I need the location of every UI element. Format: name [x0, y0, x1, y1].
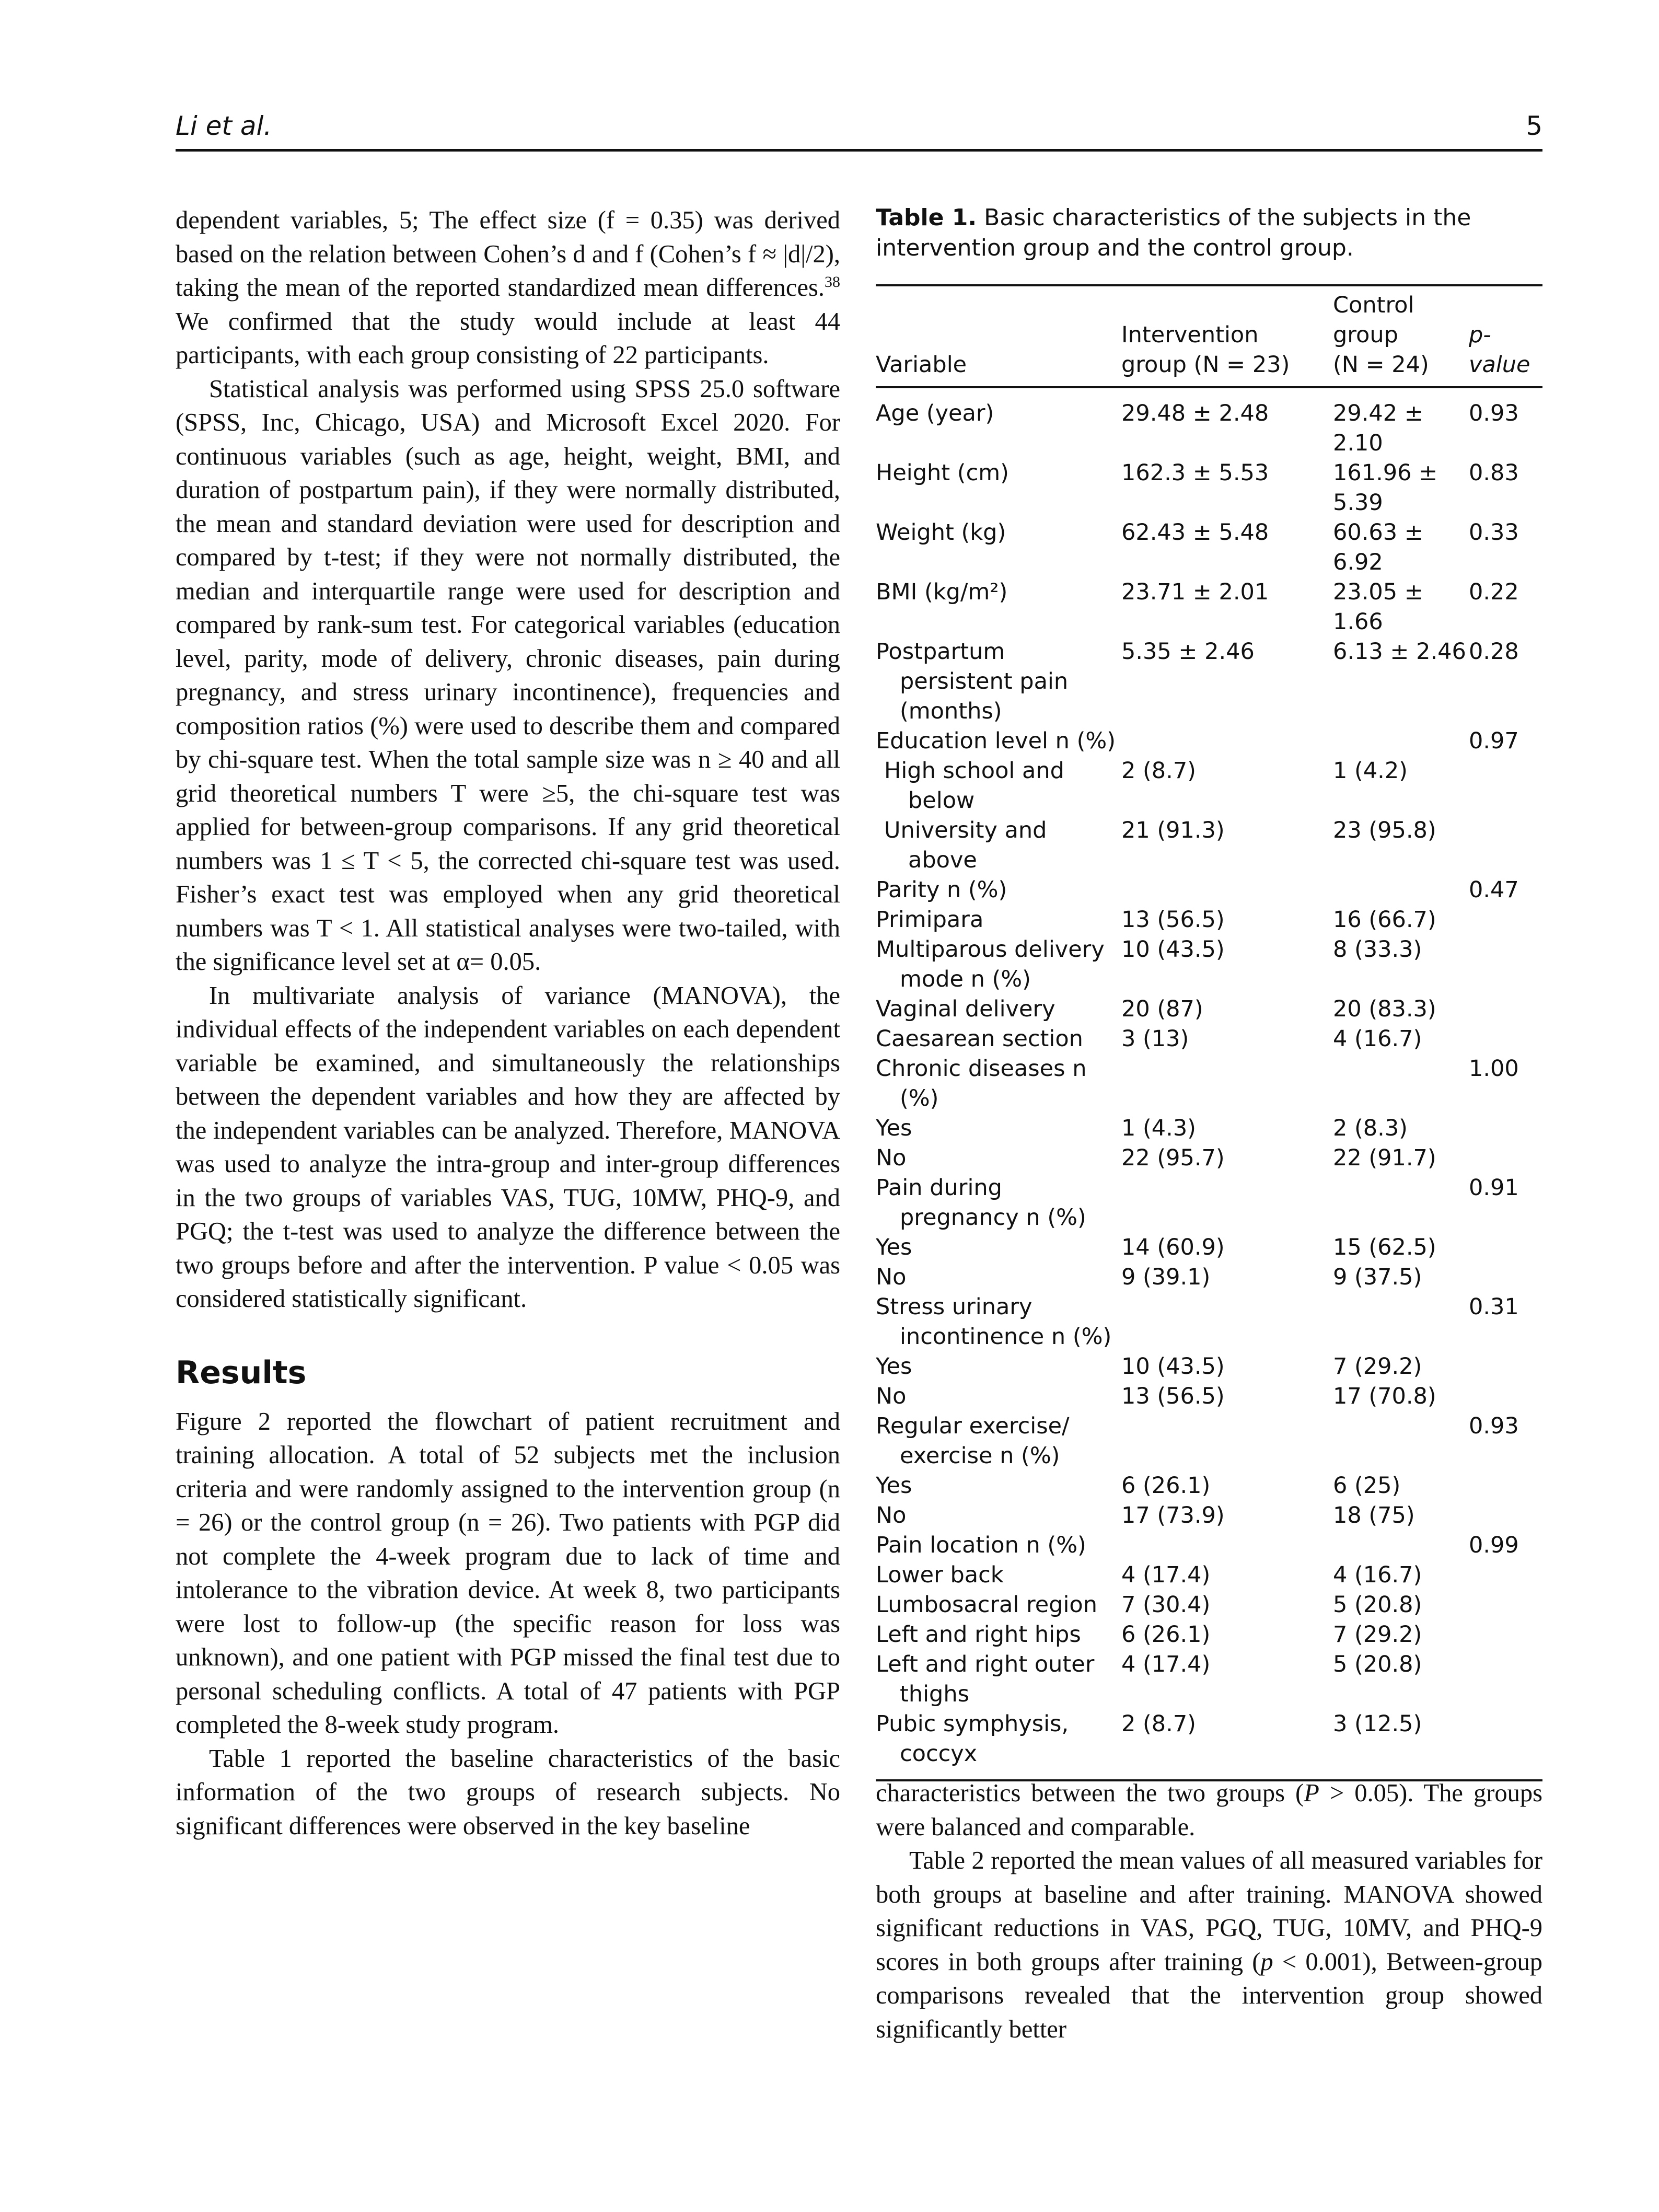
cell-pvalue: [1469, 935, 1542, 994]
cell-intervention: 13 (56.5): [1121, 907, 1225, 933]
table-row: [876, 1382, 1542, 1411]
cell-control: [1333, 1411, 1469, 1471]
table-row: [876, 1709, 1542, 1769]
table-row: [876, 1531, 1542, 1560]
table-row: [876, 935, 1542, 994]
table-row: [876, 994, 1542, 1024]
cell-control: 4 (16.7): [1333, 1562, 1422, 1588]
cell-pvalue: 0.97: [1469, 728, 1519, 754]
cell-variable: Postpartum persistent pain (months): [876, 639, 1069, 724]
cell-variable: High school and below: [884, 758, 1064, 814]
cell-pvalue: 0.93: [1469, 400, 1519, 426]
cell-intervention: 1 (4.3): [1121, 1115, 1196, 1141]
cell-pvalue: [1469, 816, 1542, 875]
cell-pvalue: [1469, 1143, 1542, 1173]
cell-variable: Weight (kg): [876, 519, 1006, 546]
cell-control: 2 (8.3): [1333, 1115, 1408, 1141]
cell-pvalue: 0.31: [1469, 1294, 1519, 1320]
cell-intervention: 6 (26.1): [1121, 1622, 1211, 1648]
cell-pvalue: [1469, 756, 1542, 816]
table-row: [876, 458, 1542, 518]
cell-control: 20 (83.3): [1333, 996, 1436, 1022]
paragraph-results-flowchart: Figure 2 reported the flowchart of patient recruitment and training allocation. A total of 52 subjects met the inclusion criteria and were randomly assigned to the intervention group (n = 26) or the control group (n = 26). Two patients with PGP did not complete the 4-week program due to lack of time and intolerance to the vibration device. At week 8, two participants were lost to follow-up (the specific reason for loss was unknown), and one patient with PGP missed the final test due to personal scheduling conflicts. A total of 47 patients with PGP completed the 8-week study program.: [176, 1407, 840, 1739]
cell-intervention: 2 (8.7): [1121, 1711, 1196, 1737]
header-variable: Variable: [876, 286, 1121, 387]
cell-pvalue: [1469, 1650, 1542, 1709]
cell-pvalue: [1469, 1501, 1542, 1531]
cell-pvalue: [1469, 994, 1542, 1024]
cell-control: 15 (62.5): [1333, 1234, 1436, 1260]
cell-pvalue: [1469, 1114, 1542, 1143]
table-row: [876, 1650, 1542, 1709]
cell-intervention: 5.35 ± 2.46: [1121, 639, 1255, 665]
cell-pvalue: 0.99: [1469, 1532, 1519, 1558]
table-header-row: [876, 286, 1542, 387]
cell-control: 17 (70.8): [1333, 1383, 1436, 1409]
cell-intervention: 23.71 ± 2.01: [1121, 579, 1269, 605]
cell-intervention: 22 (95.7): [1121, 1145, 1225, 1171]
section-heading-results: Results: [176, 1354, 307, 1391]
cell-control: 16 (66.7): [1333, 907, 1436, 933]
cell-pvalue: 0.91: [1469, 1175, 1519, 1201]
cell-control: 6 (25): [1333, 1473, 1401, 1499]
cell-intervention: 3 (13): [1121, 1026, 1189, 1052]
cell-control: 29.42 ± 2.10: [1333, 400, 1423, 456]
cell-intervention: 162.3 ± 5.53: [1121, 460, 1269, 486]
table-row: [876, 726, 1542, 756]
table-row: [876, 1024, 1542, 1054]
cell-variable: Yes: [876, 1353, 912, 1380]
cell-pvalue: [1469, 1352, 1542, 1382]
cell-control: 23 (95.8): [1333, 817, 1436, 843]
cell-intervention: 21 (91.3): [1121, 817, 1225, 843]
paragraph-sample-size: dependent variables, 5; The effect size (f = 0.35) was derived based on the relation between Cohen’s d and f (Cohen’s f ≈ |d|/2), taking the mean of the reported standardized mean differences.$^{38}$ We confirmed that the study would include at least 44 participants, with each group consisting of 22 participants.: [176, 206, 840, 369]
table-row: [876, 1054, 1542, 1114]
cell-pvalue: 1.00: [1469, 1056, 1519, 1082]
table-row: [876, 1471, 1542, 1501]
cell-pvalue: 0.93: [1469, 1413, 1519, 1439]
cell-variable: Pain during pregnancy n (%): [876, 1175, 1086, 1231]
table-row: [876, 1143, 1542, 1173]
cell-intervention: [1121, 875, 1333, 905]
table-row: [876, 1292, 1542, 1352]
cell-intervention: 14 (60.9): [1121, 1234, 1225, 1260]
table-row: [876, 637, 1542, 726]
cell-variable: Lower back: [876, 1562, 1004, 1588]
cell-variable: University and above: [884, 817, 1047, 873]
cell-variable: Stress urinary incontinence n (%): [876, 1294, 1112, 1350]
cell-pvalue: [1469, 905, 1542, 935]
table-row: [876, 1560, 1542, 1590]
table-row: [876, 1114, 1542, 1143]
paragraph-table2-summary: Table 2 reported the mean values of all measured variables for both groups at baseline and after training. MANOVA showed significant reductions in VAS, PGQ, TUG, 10MV, and PHQ-9 scores in both groups after training (p < 0.001), Between-group comparisons revealed that the intervention group showed significantly better: [876, 1847, 1542, 2043]
cell-pvalue: [1469, 1263, 1542, 1292]
cell-variable: Caesarean section: [876, 1026, 1083, 1052]
cell-pvalue: 0.83: [1469, 460, 1519, 486]
citation-superscript: 38: [825, 273, 840, 291]
cell-intervention: 10 (43.5): [1121, 936, 1225, 963]
cell-control: 60.63 ± 6.92: [1333, 519, 1423, 575]
cell-variable: Lumbosacral region: [876, 1592, 1097, 1618]
cell-variable: No: [876, 1264, 907, 1290]
cell-control: 5 (20.8): [1333, 1651, 1422, 1677]
cell-variable: Parity n (%): [876, 877, 1007, 903]
cell-variable: Age (year): [876, 400, 994, 426]
table-row: [876, 816, 1542, 875]
cell-variable: Pain location n (%): [876, 1532, 1086, 1558]
cell-pvalue: [1469, 1382, 1542, 1411]
cell-pvalue: 0.22: [1469, 579, 1519, 605]
cell-control: [1333, 1531, 1469, 1560]
table-row: [876, 756, 1542, 816]
cell-variable: Left and right outer thighs: [876, 1651, 1095, 1707]
table-label: Table 1.: [876, 204, 977, 231]
cell-control: 7 (29.2): [1333, 1622, 1422, 1648]
table-1-container: [876, 203, 1542, 1781]
cell-intervention: 6 (26.1): [1121, 1473, 1211, 1499]
cell-intervention: 20 (87): [1121, 996, 1203, 1022]
cell-intervention: 10 (43.5): [1121, 1353, 1225, 1380]
cell-control: 1 (4.2): [1333, 758, 1408, 784]
cell-intervention: 4 (17.4): [1121, 1651, 1211, 1677]
table-row: [876, 875, 1542, 905]
cell-pvalue: 0.28: [1469, 639, 1519, 665]
table-row: [876, 1352, 1542, 1382]
cell-intervention: 4 (17.4): [1121, 1562, 1211, 1588]
cell-variable: No: [876, 1502, 907, 1528]
cell-control: 4 (16.7): [1333, 1026, 1422, 1052]
cell-variable: Regular exercise/ exercise n (%): [876, 1413, 1070, 1469]
running-head-author: Li et al.: [176, 111, 272, 141]
cell-intervention: 17 (73.9): [1121, 1502, 1225, 1528]
cell-variable: Yes: [876, 1115, 912, 1141]
table-row: [876, 1620, 1542, 1650]
cell-intervention: 7 (30.4): [1121, 1592, 1211, 1618]
table-row: [876, 905, 1542, 935]
cell-pvalue: [1469, 1024, 1542, 1054]
table-row: [876, 1501, 1542, 1531]
cell-control: 23.05 ± 1.66: [1333, 579, 1423, 635]
cell-pvalue: [1469, 1560, 1542, 1590]
cell-pvalue: 0.47: [1469, 877, 1519, 903]
table-caption: Table 1. Basic characteristics of the subjects in the intervention group and the control group.: [876, 204, 1471, 261]
cell-intervention: [1121, 1292, 1333, 1352]
cell-variable: Left and right hips: [876, 1622, 1081, 1648]
cell-pvalue: 0.33: [1469, 519, 1519, 546]
cell-variable: Yes: [876, 1473, 912, 1499]
cell-intervention: 2 (8.7): [1121, 758, 1196, 784]
cell-control: 18 (75): [1333, 1502, 1415, 1528]
cell-intervention: 13 (56.5): [1121, 1383, 1225, 1409]
cell-variable: Chronic diseases n (%): [876, 1056, 1087, 1111]
paragraph-manova: In multivariate analysis of variance (MANOVA), the individual effects of the independent variables on each dependent variable be examined, and simultaneously the relationships between the dependent variables and how they are affected by the independent variables can be analyzed. Therefore, MANOVA was used to analyze the intra-group and inter-group differences in the two groups of variables VAS, TUG, 10MW, PHQ-9, and PGQ; the t-test was used to analyze the difference between the two groups before and after the intervention. P value < 0.05 was considered statistically significant.: [176, 981, 840, 1313]
cell-intervention: 62.43 ± 5.48: [1121, 519, 1269, 546]
header-pvalue: p-value: [1469, 286, 1542, 387]
cell-control: [1333, 726, 1469, 756]
cell-variable: Multiparous delivery mode n (%): [876, 936, 1105, 992]
cell-variable: No: [876, 1383, 907, 1409]
cell-control: 9 (37.5): [1333, 1264, 1422, 1290]
cell-pvalue: [1469, 1471, 1542, 1501]
running-head: [176, 111, 1542, 147]
cell-control: [1333, 875, 1469, 905]
cell-variable: BMI (kg/m²): [876, 579, 1008, 605]
cell-control: [1333, 1173, 1469, 1233]
left-column: [176, 204, 840, 1843]
table-row: [876, 1263, 1542, 1292]
cell-variable: Pubic symphysis, coccyx: [876, 1711, 1069, 1767]
cell-variable: Vaginal delivery: [876, 996, 1055, 1022]
cell-intervention: [1121, 726, 1333, 756]
cell-pvalue: [1469, 1590, 1542, 1620]
cell-intervention: [1121, 1054, 1333, 1114]
cell-control: [1333, 1054, 1469, 1114]
cell-pvalue: [1469, 1620, 1542, 1650]
cell-variable: No: [876, 1145, 907, 1171]
paragraph-baseline-balance: characteristics between the two groups (P > 0.05). The groups were balanced and comparable.: [876, 1779, 1542, 1841]
cell-control: 7 (29.2): [1333, 1353, 1422, 1380]
header-rule: [176, 149, 1542, 152]
table-row: [876, 387, 1542, 458]
cell-variable: Height (cm): [876, 460, 1009, 486]
table-row: [876, 1233, 1542, 1263]
paragraph-statistical-analysis: Statistical analysis was performed using SPSS 25.0 software (SPSS, Inc, Chicago, USA) and Microsoft Excel 2020. For continuous variables (such as age, height, weight, BMI, and duration of postpartum pain), if they were normally distributed, the mean and standard deviation were used for description and compared by t-test; if they were not normally distributed, the median and interquartile range were used for description and compared by rank-sum test. For categorical variables (education level, parity, mode of delivery, chronic diseases, pain during pregnancy, and stress urinary incontinence), frequencies and composition ratios (%) were used to describe them and compared by chi-square test. When the total sample size was n ≥ 40 and all grid theoretical numbers T were ≥5, the chi-square test was applied for between-group comparisons. If any grid theoretical numbers was 1 ≤ T < 5, the corrected chi-square test was used. Fisher’s exact test was employed when any grid theoretical numbers was T < 1. All statistical analyses were two-tailed, with the significance level set at α= 0.05.: [176, 375, 840, 976]
header-control: Control group (N = 24): [1333, 286, 1469, 387]
cell-control: 8 (33.3): [1333, 936, 1422, 963]
right-column-text: [876, 1777, 1542, 2046]
cell-intervention: [1121, 1531, 1333, 1560]
cell-control: 3 (12.5): [1333, 1711, 1422, 1737]
cell-intervention: [1121, 1173, 1333, 1233]
cell-pvalue: [1469, 1233, 1542, 1263]
cell-intervention: [1121, 1411, 1333, 1471]
cell-control: 22 (91.7): [1333, 1145, 1436, 1171]
cell-intervention: 29.48 ± 2.48: [1121, 400, 1269, 426]
cell-variable: Yes: [876, 1234, 912, 1260]
cell-control: [1333, 1292, 1469, 1352]
table-row: [876, 518, 1542, 577]
page-number: 5: [1526, 111, 1542, 141]
table-1: [876, 286, 1542, 1769]
header-intervention: Intervention group (N = 23): [1121, 286, 1333, 387]
cell-intervention: 9 (39.1): [1121, 1264, 1211, 1290]
table-row: [876, 577, 1542, 637]
table-row: [876, 1411, 1542, 1471]
cell-variable: Education level n (%): [876, 728, 1116, 754]
cell-control: 161.96 ± 5.39: [1333, 460, 1438, 516]
cell-pvalue: [1469, 1709, 1542, 1769]
paragraph-results-table1: Table 1 reported the baseline characteristics of the basic information of the two groups of research subjects. No significant differences were observed in the key baseline: [176, 1744, 840, 1840]
table-row: [876, 1173, 1542, 1233]
cell-variable: Primipara: [876, 907, 984, 933]
table-row: [876, 1590, 1542, 1620]
cell-control: 6.13 ± 2.46: [1333, 639, 1466, 665]
table-body: [876, 387, 1542, 1769]
cell-control: 5 (20.8): [1333, 1592, 1422, 1618]
